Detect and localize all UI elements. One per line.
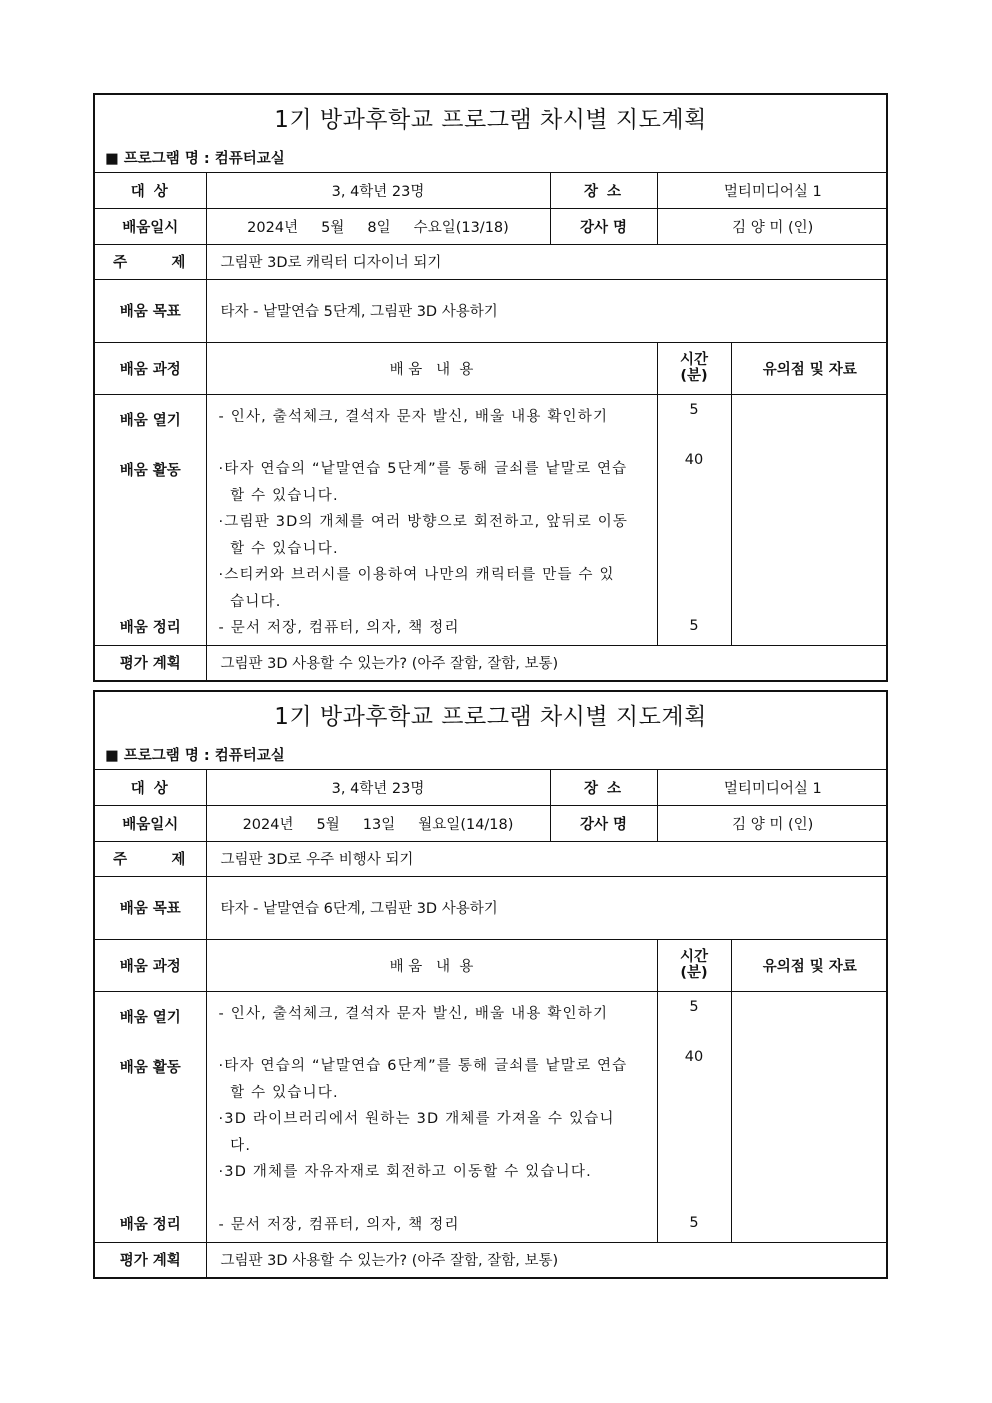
process-header: 배움 과정 [95, 939, 206, 991]
content-header: 배 움 내 용 [206, 342, 657, 394]
content-line: 다. [218, 1137, 252, 1154]
time-header-line2: (분) [680, 965, 708, 981]
content-line: ·타자 연습의 “낱말연습 5단계”를 통해 글쇠를 낱말로 연습 [218, 460, 628, 477]
notes-body [731, 394, 888, 645]
target-value: 3, 4학년 23명 [206, 770, 550, 805]
time-header [657, 939, 731, 991]
content-line: ·3D 개체를 자유자재로 회전하고 이동할 수 있습니다. [218, 1163, 592, 1180]
notes-header: 유의점 및 자료 [731, 939, 888, 991]
program-name: ■ 프로그램 명 : 컴퓨터교실 [105, 748, 285, 764]
eval-value: 그림판 3D 사용할 수 있는가? (아주 잘함, 잘함, 보통) [206, 1242, 888, 1277]
topic-value: 그림판 3D로 캐릭터 디자이너 되기 [206, 244, 888, 279]
plan-title: 1기 방과후학교 프로그램 차시별 지도계획 [274, 704, 707, 730]
stage-open: 배움 열기 [119, 1009, 181, 1026]
date-value: 2024년 5월 13일 월요일(14/18) [206, 805, 550, 841]
content-header: 배 움 내 용 [206, 939, 657, 991]
time-values [657, 991, 731, 1242]
time-header-line1: 시간 [679, 949, 708, 965]
time-header-line2: (분) [680, 368, 708, 384]
content-body [206, 991, 657, 1242]
goal-label: 배움 목표 [95, 876, 206, 939]
process-stages [95, 991, 206, 1242]
content-line: 습니다. [218, 593, 282, 610]
topic-label: 주 제 [95, 244, 206, 279]
lesson-plan-1 [93, 93, 888, 682]
content-line: - 인사, 출석체크, 결석자 문자 발신, 배울 내용 확인하기 [218, 408, 609, 425]
plan-table [95, 770, 888, 1277]
content-line: ·3D 라이브러리에서 원하는 3D 개체를 가져올 수 있습니 [218, 1110, 615, 1127]
notes-body [731, 991, 888, 1242]
plan-title: 1기 방과후학교 프로그램 차시별 지도계획 [274, 107, 707, 133]
target-label: 대 상 [95, 770, 206, 805]
target-value: 3, 4학년 23명 [206, 173, 550, 208]
stage-activity: 배움 활동 [119, 1059, 181, 1076]
process-header: 배움 과정 [95, 342, 206, 394]
stage-activity: 배움 활동 [119, 462, 181, 479]
time-activity: 40 [684, 1048, 704, 1065]
notes-header: 유의점 및 자료 [731, 342, 888, 394]
place-label: 장 소 [550, 173, 657, 208]
content-line: ·타자 연습의 “낱말연습 6단계”를 통해 글쇠를 낱말로 연습 [218, 1057, 628, 1074]
date-value: 2024년 5월 8일 수요일(13/18) [206, 208, 550, 244]
stage-close: 배움 정리 [119, 1216, 181, 1233]
time-open: 5 [689, 998, 699, 1015]
content-line: - 문서 저장, 컴퓨터, 의자, 책 정리 [218, 619, 460, 636]
teacher-label: 강사 명 [550, 805, 657, 841]
content-line: 할 수 있습니다. [218, 1084, 339, 1101]
time-header [657, 342, 731, 394]
plan-header [95, 95, 886, 173]
time-header-line1: 시간 [679, 352, 708, 368]
time-values [657, 394, 731, 645]
teacher-label: 강사 명 [550, 208, 657, 244]
lesson-plan-2 [93, 690, 888, 1279]
content-body [206, 394, 657, 645]
place-value: 멀티미디어실 1 [657, 173, 888, 208]
topic-value: 그림판 3D로 우주 비행사 되기 [206, 841, 888, 876]
content-line: - 문서 저장, 컴퓨터, 의자, 책 정리 [218, 1216, 460, 1233]
content-line: ·스티커와 브러시를 이용하여 나만의 캐릭터를 만들 수 있 [218, 566, 615, 583]
time-close: 5 [689, 617, 699, 634]
teacher-value: 김 양 미 (인) [657, 805, 888, 841]
plan-table [95, 173, 888, 680]
eval-value: 그림판 3D 사용할 수 있는가? (아주 잘함, 잘함, 보통) [206, 645, 888, 680]
date-label: 배움일시 [95, 805, 206, 841]
target-label: 대 상 [95, 173, 206, 208]
content-line: 할 수 있습니다. [218, 487, 339, 504]
topic-label: 주 제 [95, 841, 206, 876]
goal-label: 배움 목표 [95, 279, 206, 342]
eval-label: 평가 계획 [95, 645, 206, 680]
place-value: 멀티미디어실 1 [657, 770, 888, 805]
place-label: 장 소 [550, 770, 657, 805]
plan-header [95, 692, 886, 770]
stage-close: 배움 정리 [119, 619, 181, 636]
time-open: 5 [689, 401, 699, 418]
content-line: 할 수 있습니다. [218, 540, 339, 557]
content-line: - 인사, 출석체크, 결석자 문자 발신, 배울 내용 확인하기 [218, 1005, 609, 1022]
stage-open: 배움 열기 [119, 412, 181, 429]
teacher-value: 김 양 미 (인) [657, 208, 888, 244]
time-activity: 40 [684, 451, 704, 468]
date-label: 배움일시 [95, 208, 206, 244]
goal-value: 타자 - 낱말연습 5단계, 그림판 3D 사용하기 [206, 279, 888, 342]
time-close: 5 [689, 1214, 699, 1231]
eval-label: 평가 계획 [95, 1242, 206, 1277]
process-stages [95, 394, 206, 645]
goal-value: 타자 - 낱말연습 6단계, 그림판 3D 사용하기 [206, 876, 888, 939]
content-line: ·그림판 3D의 개체를 여러 방향으로 회전하고, 앞뒤로 이동 [218, 513, 629, 530]
program-name: ■ 프로그램 명 : 컴퓨터교실 [105, 151, 285, 167]
